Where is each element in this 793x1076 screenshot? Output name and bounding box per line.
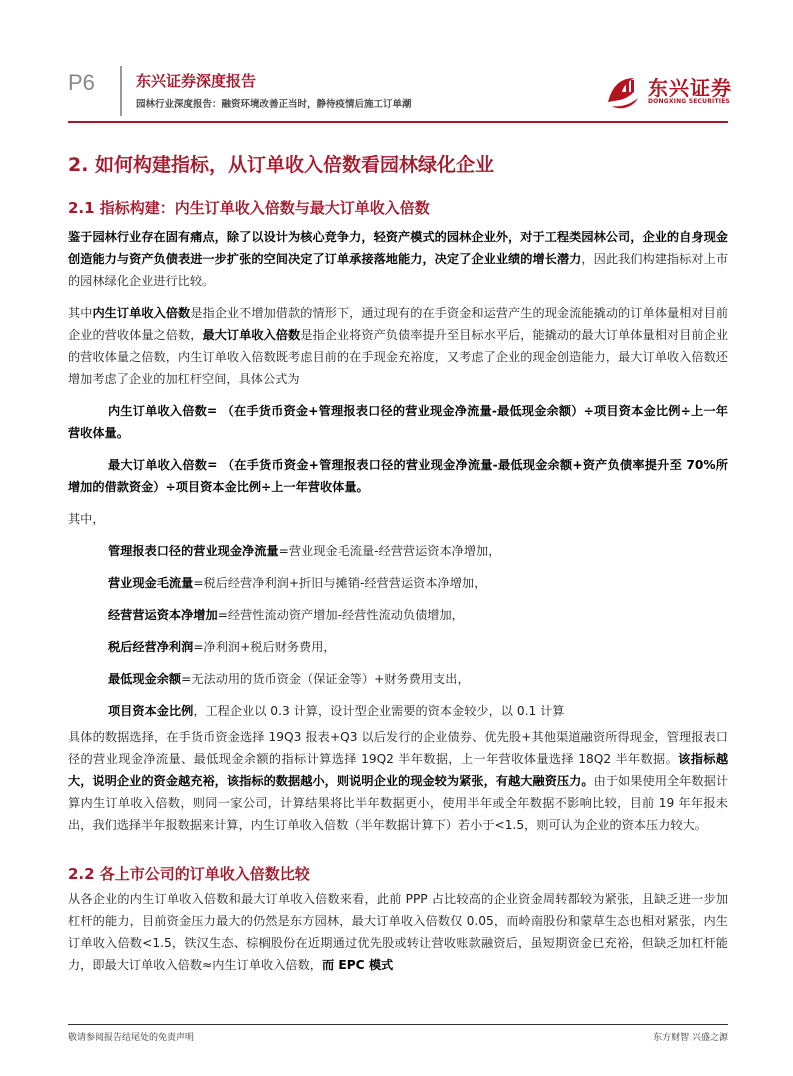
footer-disclaimer: 敬请参阅报告结尾处的免责声明 xyxy=(68,1033,195,1043)
header-rule xyxy=(68,121,728,123)
page-number: P6 xyxy=(68,70,95,95)
subsection-heading-2-2: 2.2 各上市公司的订单收入倍数比较 xyxy=(68,865,310,883)
comparison-text: 从各企业的内生订单收入倍数和最大订单收入倍数来看，此前 PPP 占比较高的企业资金周转都较为紧张，且缺乏进一步加杠杆的能力，目前资金压力最大的仍然是东方园林，最大订单收入倍数仅 0.05，而岭南股份和蒙草生态也相对紧张，内生订单收入倍数<1.5，铁汉生态、棕榈股份在近期通过优先股或转让营收账款融资后，虽短期资金已充裕，但缺乏加杠杆能力，即最大订单收入倍数≈内生订单收入倍数， xyxy=(68,892,728,972)
def-text: =税后经营净利润+折旧与摊销-经营营运资本净增加， xyxy=(193,576,487,590)
subsection-heading-2-1: 2.1 指标构建：内生订单收入倍数与最大订单收入倍数 xyxy=(68,199,430,217)
term-inner-multiple: 内生订单收入倍数 xyxy=(92,306,191,320)
section-heading: 2. 如何构建指标，从订单收入倍数看园林绿化企业 xyxy=(68,154,495,176)
among-label: 其中， xyxy=(68,512,105,526)
definition-text-a: 其中 xyxy=(68,306,93,320)
header-divider xyxy=(120,66,122,116)
page-footer xyxy=(0,1010,793,1050)
comparison-paragraph xyxy=(68,888,728,976)
data-selection-text: 具体的数据选择，在手货币资金选择 19Q3 报表+Q3 以后发行的企业债券、优先股+其他渠道融资所得现金，管理报表口径的营业现金净流量、最低现金余额的指标计算选择 19Q2 半年数据，上一年营收体量选择 18Q2 半年数据。 xyxy=(68,730,728,766)
def-item xyxy=(68,540,728,562)
def-term: 项目资本金比例 xyxy=(108,704,194,718)
logo-subtitle: DONGXING SECURITIES xyxy=(648,98,731,105)
data-selection-bold: 该指标越大，说明企业的资金越充裕，该指标的数据越小，则说明企业的现金较为紧张，有越大融资压力。 xyxy=(68,752,729,788)
intro-rest: ，因此我们构建指标对上市的园林绿化企业进行比较。 xyxy=(68,252,729,288)
company-logo xyxy=(604,72,734,112)
intro-paragraph xyxy=(68,226,728,292)
formula-max: 最大订单收入倍数= （在手货币资金+管理报表口径的营业现金净流量-最低现金余额+资产负债率提升至 70%所增加的借款资金）÷项目资本金比例÷上一年营收体量。 xyxy=(68,458,728,494)
page-header xyxy=(0,0,793,130)
def-term: 最低现金余额 xyxy=(108,672,182,686)
logo-emblem-icon xyxy=(604,72,644,110)
def-item xyxy=(68,636,728,658)
logo-name: 东兴证券 xyxy=(648,76,732,100)
main-content xyxy=(68,150,728,976)
comparison-bold: 而 EPC 模式 xyxy=(321,958,394,972)
term-max-multiple: 最大订单收入倍数 xyxy=(202,328,301,342)
definition-paragraph xyxy=(68,302,728,390)
def-text: =营业现金毛流量-经营营运资本净增加， xyxy=(278,544,501,558)
def-text: =净利润+税后财务费用， xyxy=(193,640,336,654)
data-selection-rest: 由于如果使用全年数据计算内生订单收入倍数，则同一家公司，计算结果将比半年数据更小，使用半年或全年数据不影响比较，目前 19 年年报未出，我们选择半年报数据来计算，内生订单收入倍数（半年数据计算下）若小于<1.5，则可认为企业的资本压力较大。 xyxy=(68,774,729,832)
formula-inner: 内生订单收入倍数= （在手货币资金+管理报表口径的营业现金净流量-最低现金余额）÷项目资本金比例÷上一年营收体量。 xyxy=(68,404,728,440)
report-title: 东兴证券深度报告 xyxy=(136,72,257,90)
definition-text-c: 是指企业将资产负债率提升至目标水平后，能撬动的最大订单体量相对目前企业的营收体量之倍数，内生订单收入倍数既考虑目前的在手现金充裕度，又考虑了企业的现金创造能力，最大订单收入倍数还增加考虑了企业的加杠杆空间，具体公式为 xyxy=(68,328,729,386)
definition-text-b: 是指企业不增加借款的情形下，通过现有的在手资金和运营产生的现金流能撬动的订单体量相对目前企业的营收体量之倍数， xyxy=(68,306,729,342)
def-term: 管理报表口径的营业现金净流量 xyxy=(108,544,279,558)
def-item xyxy=(68,572,728,594)
data-selection-paragraph xyxy=(68,726,728,836)
def-item xyxy=(68,668,728,690)
footer-rule xyxy=(68,1024,728,1025)
def-text: =无法动用的货币资金（保证金等）+财务费用支出， xyxy=(181,672,470,686)
def-term: 税后经营净利润 xyxy=(108,640,194,654)
def-term: 营业现金毛流量 xyxy=(108,576,194,590)
def-text: =经营性流动资产增加-经营性流动负债增加， xyxy=(217,608,464,622)
def-item xyxy=(68,604,728,626)
def-text: ，工程企业以 0.3 计算，设计型企业需要的资本金较少，以 0.1 计算 xyxy=(193,704,565,718)
intro-bold: 鉴于园林行业存在固有痛点，除了以设计为核心竞争力，轻资产模式的园林企业外，对于工程类园林公司，企业的自身现金创造能力与资产负债表进一步扩张的空间决定了订单承接落地能力，决定了企业业绩的增长潜力 xyxy=(68,230,728,266)
def-item xyxy=(68,700,728,722)
report-subtitle: 园林行业深度报告：融资环境改善正当时，静待疫情后施工订单潮 xyxy=(136,99,412,110)
def-term: 经营营运资本净增加 xyxy=(108,608,218,622)
footer-slogan: 东方财智 兴盛之源 xyxy=(653,1033,728,1043)
